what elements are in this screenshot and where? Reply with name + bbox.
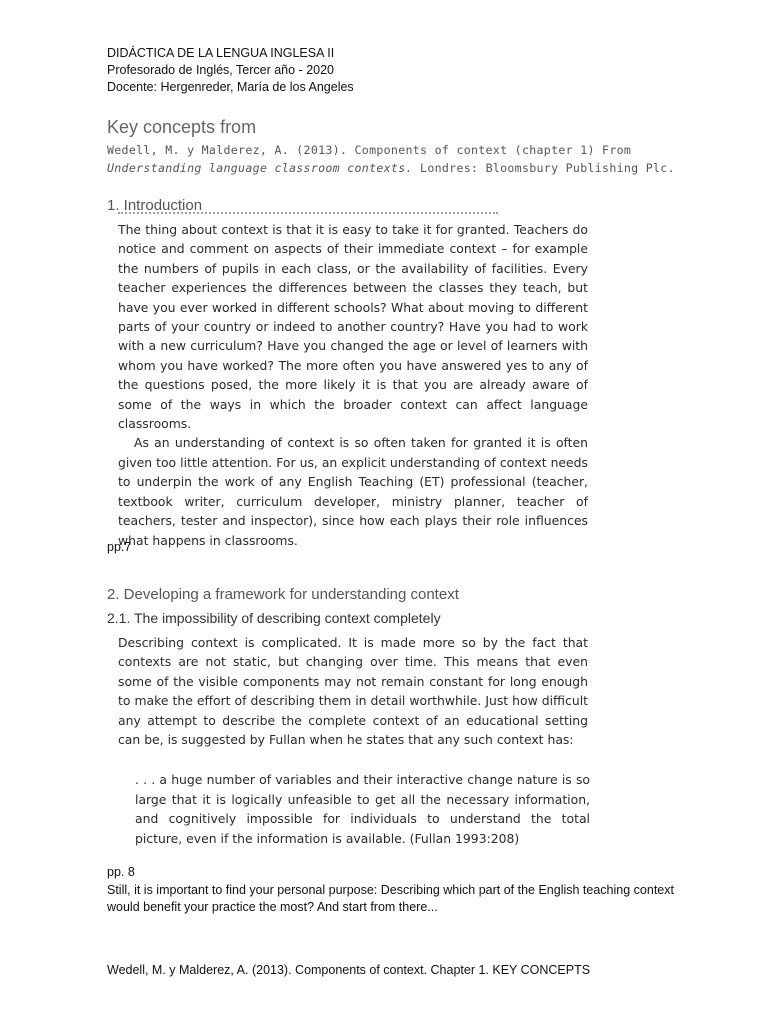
page-reference: pp.7 bbox=[107, 540, 132, 554]
subsection-heading: 2.1. The impossibility of describing context completely bbox=[107, 610, 441, 626]
cropped-text-edge bbox=[118, 212, 498, 216]
block-quote: . . . a huge number of variables and their interactive change nature is so large that it is logically unfeasible to get all the necessary information, and cognitively impossible for individuals to understand the total picture, even if the information is available. (Fullan 1993:208) bbox=[135, 772, 590, 846]
reference-book-title: Understanding language classroom contexts. bbox=[107, 161, 413, 175]
course-header bbox=[107, 45, 354, 96]
excerpt-paragraph: Describing context is complicated. It is made more so by the fact that contexts are not static, but changing over time. This means that even some of the visible components may not remain constant for long enough to make the effort of describing them in detail worthwhile. Just how difficult any attempt to describe the complete context of an educational setting can be, is suggested by Fullan when he states that any such context has: bbox=[118, 635, 588, 748]
page-reference: pp. 8 bbox=[107, 865, 135, 879]
scanned-excerpt-framework bbox=[118, 633, 588, 749]
program-year: Profesorado de Inglés, Tercer año - 2020 bbox=[107, 63, 334, 77]
scanned-excerpt-introduction bbox=[118, 220, 588, 550]
reference-authors: Wedell, M. y Malderez, A. (2013). Components of context (chapter 1) From bbox=[107, 143, 632, 157]
excerpt-paragraph: The thing about context is that it is easy to take it for granted. Teachers do notice and comment on aspects of their immediate context – for example the numbers of pupils in each class, or the availability of facilities. Every teacher experiences the differences between the classes they teach, but have you ever worked in different schools? What about moving to different parts of your country or indeed to another country? Have you had to work with a new curriculum? Have you changed the age or level of learners with whom you have worked? The more often you have answered yes to any of the questions posed, the more likely it is that you are already aware of some of the ways in which the broader context can affect language classrooms. bbox=[118, 222, 588, 432]
course-name: DIDÁCTICA DE LA LENGUA INGLESA II bbox=[107, 46, 335, 60]
bibliographic-reference bbox=[107, 141, 727, 177]
teacher-name: Docente: Hergenreder, María de los Angeles bbox=[107, 80, 354, 94]
section-heading-framework: 2. Developing a framework for understanding context bbox=[107, 586, 459, 603]
reference-publisher: Londres: Bloomsbury Publishing Plc. bbox=[412, 161, 675, 175]
closing-note: Still, it is important to find your personal purpose: Describing which part of the English teaching context would benefit your practice the most? And start from there... bbox=[107, 883, 674, 914]
page-footer: Wedell, M. y Malderez, A. (2013). Components of context. Chapter 1. KEY CONCEPTS bbox=[107, 963, 591, 977]
section-heading-introduction: 1. Introduction bbox=[107, 197, 203, 214]
page-title: Key concepts from bbox=[107, 117, 257, 137]
excerpt-paragraph: As an understanding of context is so often taken for granted it is often given too little attention. For us, an explicit understanding of context needs to underpin the work of any English Teaching (ET) professional (teacher, textbook writer, curriculum developer, ministry planner, teacher of teachers, tester and inspector), since how each plays their role influences what happens in classrooms. bbox=[118, 435, 588, 548]
